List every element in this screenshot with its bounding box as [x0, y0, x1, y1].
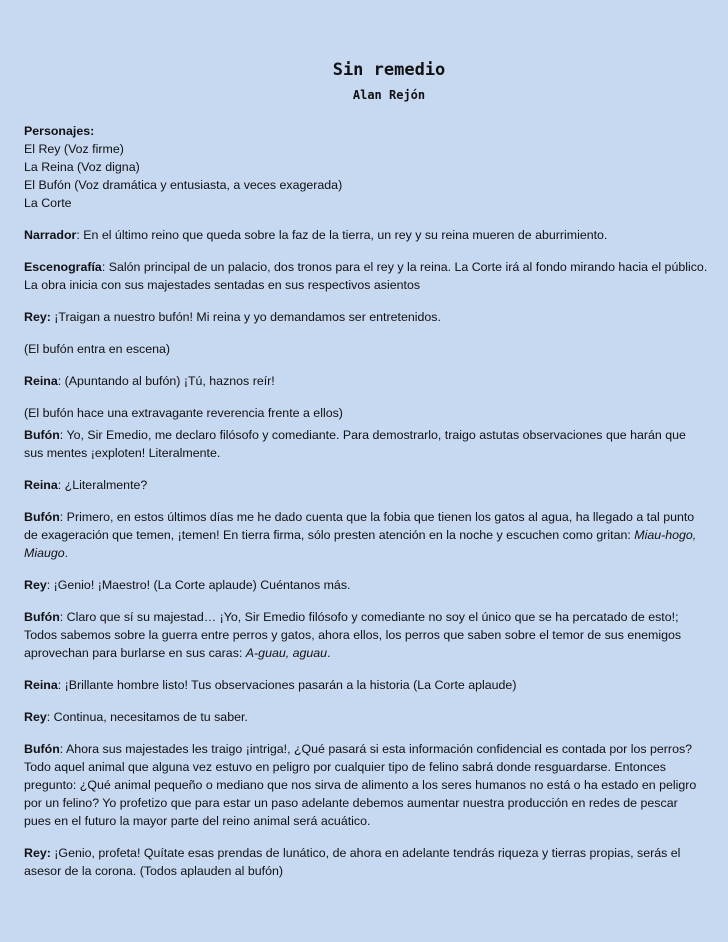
- cast-item: La Corte: [24, 196, 72, 210]
- line-text: Claro que sí su majestad… ¡Yo, Sir Emedio filósofo y comediante no soy el único que se ha percatado de esto!; Todos sabemos sobre la guerra entre perros y gatos, ahora ellos, los perros que saben sobre el temor de sus enemigos aprovechan para burlarse en sus caras:: [24, 610, 682, 660]
- speaker-name: Rey: [24, 710, 47, 724]
- script-line: Rey: ¡Genio! ¡Maestro! (La Corte aplaude) Cuéntanos más.: [24, 578, 351, 592]
- line-text: Yo, Sir Emedio, me declaro filósofo y comediante. Para demostrarlo, traigo astutas observaciones que harán que sus mentes ¡exploten! Literalmente.: [24, 428, 686, 460]
- line-text: (El bufón entra en escena): [24, 342, 171, 356]
- script-line: Reina: ¿Literalmente?: [24, 478, 148, 492]
- script-line: Reina: ¡Brillante hombre listo! Tus observaciones pasarán a la historia (La Corte aplaude): [24, 678, 517, 692]
- speaker-name: Reina: [24, 374, 58, 388]
- speaker-name: Rey:: [24, 310, 51, 324]
- document-author: Alan Rejón: [352, 88, 426, 102]
- line-text: ¡Genio, profeta! Quítate esas prendas de lunático, de ahora en adelante tendrás riqueza y tierras propias, serás el asesor de la corona. (Todos aplauden al bufón): [24, 846, 681, 878]
- line-italic-text: A-guau, aguau: [245, 646, 328, 660]
- script-line: [24, 308, 708, 326]
- script-line-escenografia: Escenografía: Salón principal de un palacio, dos tronos para el rey y la reina. La Corte irá al fondo mirando hacia el público. La obra inicia con sus majestades sentadas en sus respectivos asientos: [24, 260, 708, 292]
- script-line: [24, 844, 708, 880]
- line-text: ¡Brillante hombre listo! Tus observaciones pasarán a la historia (La Corte aplaude): [61, 678, 517, 692]
- line-text: ¡Genio! ¡Maestro! (La Corte aplaude) Cuéntanos más.: [50, 578, 351, 592]
- line-text: (El bufón hace una extravagante reverencia frente a ellos): [24, 406, 343, 420]
- speaker-name: Reina: [24, 678, 58, 692]
- script-line: Bufón: Claro que sí su majestad… ¡Yo, Sir Emedio filósofo y comediante no soy el único que se ha percatado de esto!; Todos sabemos sobre la guerra entre perros y gatos, ahora ellos, los perros que saben sobre el temor de sus enemigos aprovechan para burlarse en sus caras: A-guau, aguau.: [24, 610, 682, 660]
- stage-direction: [24, 404, 708, 422]
- script-line: Bufón: Ahora sus majestades les traigo ¡intriga!, ¿Qué pasará si esta información confidencial es contada por los perros? Todo aquel animal que alguna vez estuvo en peligro por cualquier tipo de felino sabrá donde resguardarse. Entonces pregunto: ¿Qué animal pequeño o mediano que nos sirva de alimento a los seres humanos no está o ha estado en peligro por un felino? Yo profetizo que para estar un paso adelante debemos aumentar nuestra producción en redes de pescar pues en el futuro la mayor parte del reino animal será acuático.: [24, 742, 697, 828]
- line-text: (Apuntando al bufón) ¡Tú, haznos reír!: [61, 374, 275, 388]
- script-line: Bufón: Primero, en estos últimos días me he dado cuenta que la fobia que tienen los gatos al agua, ha llegado a tal punto de exageración que temen, ¡temen! En tierra firma, sólo presten atención en la noche y escuchen como gritan: Miau-hogo, Miaugo.: [24, 510, 697, 560]
- speaker-name: Escenografía: [24, 260, 102, 274]
- speaker-name: Bufón: [24, 742, 60, 756]
- stage-direction: [24, 340, 708, 358]
- speaker-name: Narrador: [24, 228, 77, 242]
- line-text: Primero, en estos últimos días me he dado cuenta que la fobia que tienen los gatos al agua, ha llegado a tal punto de exageración que temen, ¡temen! En tierra firma, sólo presten atención en la noche y escuchen como gritan:: [24, 510, 695, 542]
- document-title: Sin remedio: [332, 60, 446, 80]
- line-italic-text: Miau-hogo, Miaugo: [24, 528, 697, 560]
- speaker-name: Reina: [24, 478, 58, 492]
- line-text: Salón principal de un palacio, dos tronos para el rey y la reina. La Corte irá al fondo mirando hacia el público. La obra inicia con sus majestades sentadas en sus respectivos asientos: [24, 260, 708, 292]
- cast-item: El Rey (Voz firme): [24, 142, 124, 156]
- cast-section: [24, 122, 708, 212]
- cast-item: La Reina (Voz digna): [24, 160, 140, 174]
- cast-heading: Personajes:: [24, 124, 95, 138]
- cast-item: El Bufón (Voz dramática y entusiasta, a veces exagerada): [24, 178, 343, 192]
- line-text: En el último reino que queda sobre la faz de la tierra, un rey y su reina mueren de aburrimiento.: [79, 228, 608, 242]
- cast-list: [24, 140, 708, 212]
- script-line: Bufón: Yo, Sir Emedio, me declaro filósofo y comediante. Para demostrarlo, traigo astutas observaciones que harán que sus mentes ¡exploten! Literalmente.: [24, 428, 686, 460]
- line-text: ¿Literalmente?: [61, 478, 148, 492]
- script-line: Rey: Continua, necesitamos de tu saber.: [24, 710, 248, 724]
- line-text: Continua, necesitamos de tu saber.: [50, 710, 248, 724]
- speaker-name: Bufón: [24, 428, 60, 442]
- speaker-name: Bufón: [24, 510, 60, 524]
- line-text: Ahora sus majestades les traigo ¡intriga!, ¿Qué pasará si esta información confidencial es contada por los perros? Todo aquel animal que alguna vez estuvo en peligro por cualquier tipo de felino sabrá donde resguardarse. Entonces pregunto: ¿Qué animal pequeño o mediano que nos sirva de alimento a los seres humanos no está o ha estado en peligro por un felino? Yo profetizo que para estar un paso adelante debemos aumentar nuestra producción en redes de pescar pues en el futuro la mayor parte del reino animal será acuático.: [24, 742, 697, 828]
- speaker-name: Rey:: [24, 846, 51, 860]
- speaker-name: Rey: [24, 578, 47, 592]
- speaker-name: Bufón: [24, 610, 60, 624]
- script-line-narrador: Narrador: En el último reino que queda sobre la faz de la tierra, un rey y su reina mueren de aburrimiento.: [24, 228, 608, 242]
- line-text: ¡Traigan a nuestro bufón! Mi reina y yo demandamos ser entretenidos.: [50, 310, 441, 324]
- script-line: Reina: (Apuntando al bufón) ¡Tú, haznos reír!: [24, 374, 275, 388]
